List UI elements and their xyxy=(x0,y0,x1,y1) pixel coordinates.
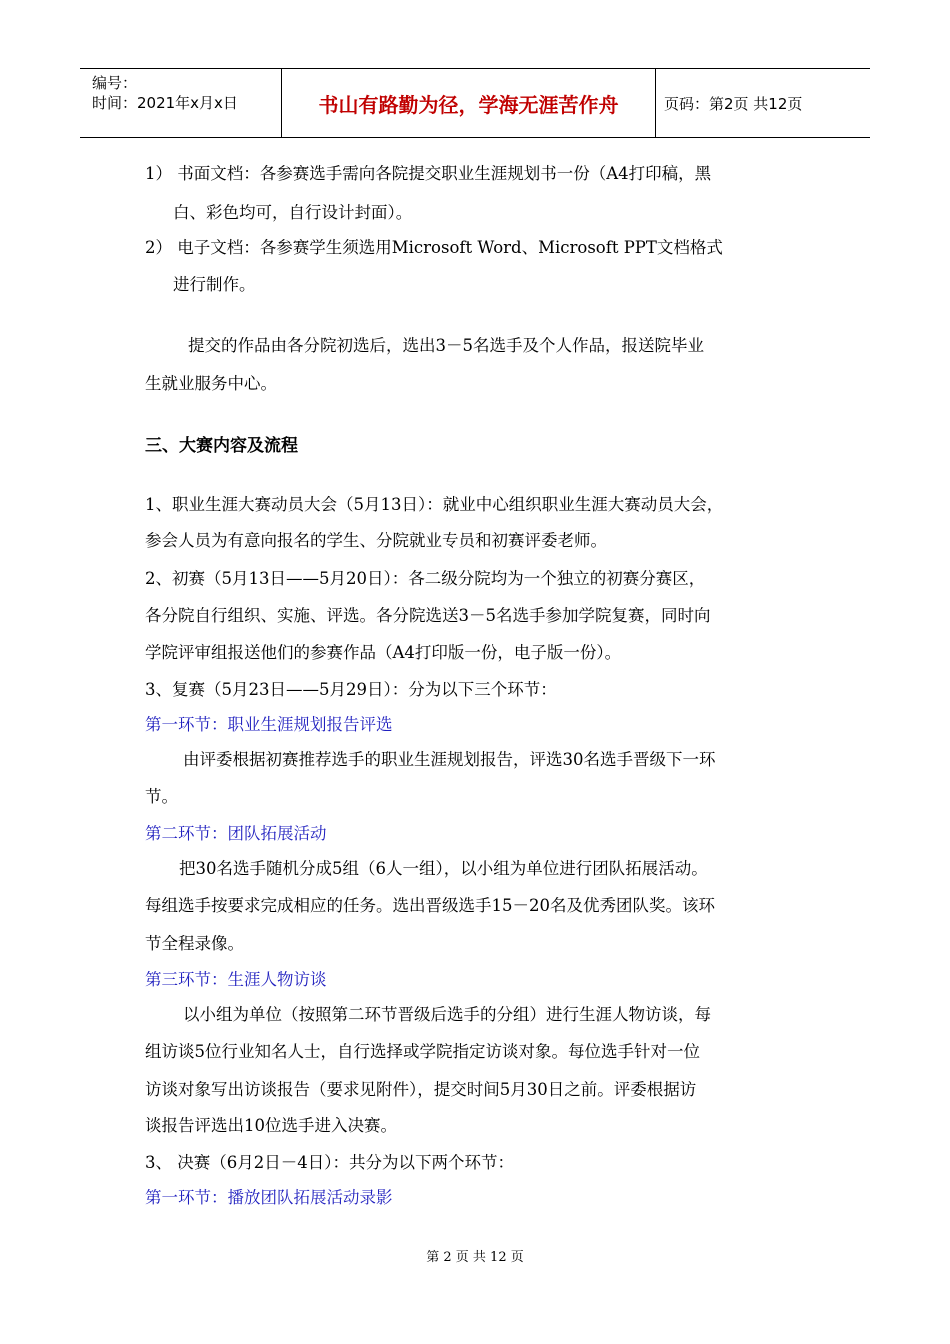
paragraph-line: 学院评审组报送他们的参赛作品（A4打印版一份，电子版一份）。 xyxy=(145,643,622,662)
paragraph-line: 节。 xyxy=(145,787,178,806)
paragraph-line: 由评委根据初赛推荐选手的职业生涯规划报告，评选30名选手晋级下一环 xyxy=(183,750,716,769)
number-label: 编号： xyxy=(92,74,138,92)
paragraph-line: 进行制作。 xyxy=(173,275,256,294)
section-heading: 三、大赛内容及流程 xyxy=(145,436,298,456)
paragraph-line: 3、 决赛（6月2日－4日）：共分为以下两个环节： xyxy=(145,1153,514,1172)
paragraph-line: 参会人员为有意向报名的学生、分院就业专员和初赛评委老师。 xyxy=(145,531,607,550)
paragraph-line: 把30名选手随机分成5组（6人一组），以小组为单位进行团队拓展活动。 xyxy=(179,859,708,878)
paragraph-line: 谈报告评选出10位选手进入决赛。 xyxy=(145,1116,397,1135)
page-header xyxy=(80,68,870,138)
paragraph-line: 提交的作品由各分院初选后，选出3－5名选手及个人作品，报送院毕业 xyxy=(188,336,704,355)
subheading: 第一环节：播放团队拓展活动录影 xyxy=(145,1188,393,1207)
subheading: 第二环节：团队拓展活动 xyxy=(145,824,327,843)
paragraph-line: 组访谈5位行业知名人士，自行选择或学院指定访谈对象。每位选手针对一位 xyxy=(145,1042,700,1061)
subheading: 第一环节：职业生涯规划报告评选 xyxy=(145,715,393,734)
header-meta xyxy=(80,69,282,137)
time-label: 时间：2021年x月x日 xyxy=(92,94,238,112)
paragraph-line: 2、初赛（5月13日——5月20日）：各二级分院均为一个独立的初赛分赛区， xyxy=(145,569,706,588)
paragraph-line: 1） 书面文档：各参赛选手需向各院提交职业生涯规划书一份（A4打印稿，黑 xyxy=(145,164,712,183)
header-page-code: 页码：第2页 共12页 xyxy=(664,94,803,113)
header-motto: 书山有路勤为径，学海无涯苦作舟 xyxy=(282,69,656,137)
paragraph-line: 白、彩色均可，自行设计封面）。 xyxy=(173,203,413,222)
paragraph-line: 以小组为单位（按照第二环节晋级后选手的分组）进行生涯人物访谈，每 xyxy=(183,1005,711,1024)
paragraph-line: 生就业服务中心。 xyxy=(145,374,277,393)
paragraph-line: 3、复赛（5月23日——5月29日）：分为以下三个环节： xyxy=(145,680,557,699)
paragraph-line: 每组选手按要求完成相应的任务。选出晋级选手15－20名及优秀团队奖。该环 xyxy=(145,896,715,915)
page-footer: 第 2 页 共 12 页 xyxy=(426,1250,524,1265)
paragraph-line: 1、职业生涯大赛动员大会（5月13日）：就业中心组织职业生涯大赛动员大会， xyxy=(145,495,724,514)
paragraph-line: 2） 电子文档：各参赛学生须选用Microsoft Word、Microsoft PPT文档格式 xyxy=(145,238,723,257)
paragraph-line: 各分院自行组织、实施、评选。各分院选送3－5名选手参加学院复赛，同时向 xyxy=(145,606,711,625)
paragraph-line: 访谈对象写出访谈报告（要求见附件），提交时间5月30日之前。评委根据访 xyxy=(145,1080,697,1099)
paragraph-line: 节全程录像。 xyxy=(145,934,244,953)
subheading: 第三环节：生涯人物访谈 xyxy=(145,970,327,989)
